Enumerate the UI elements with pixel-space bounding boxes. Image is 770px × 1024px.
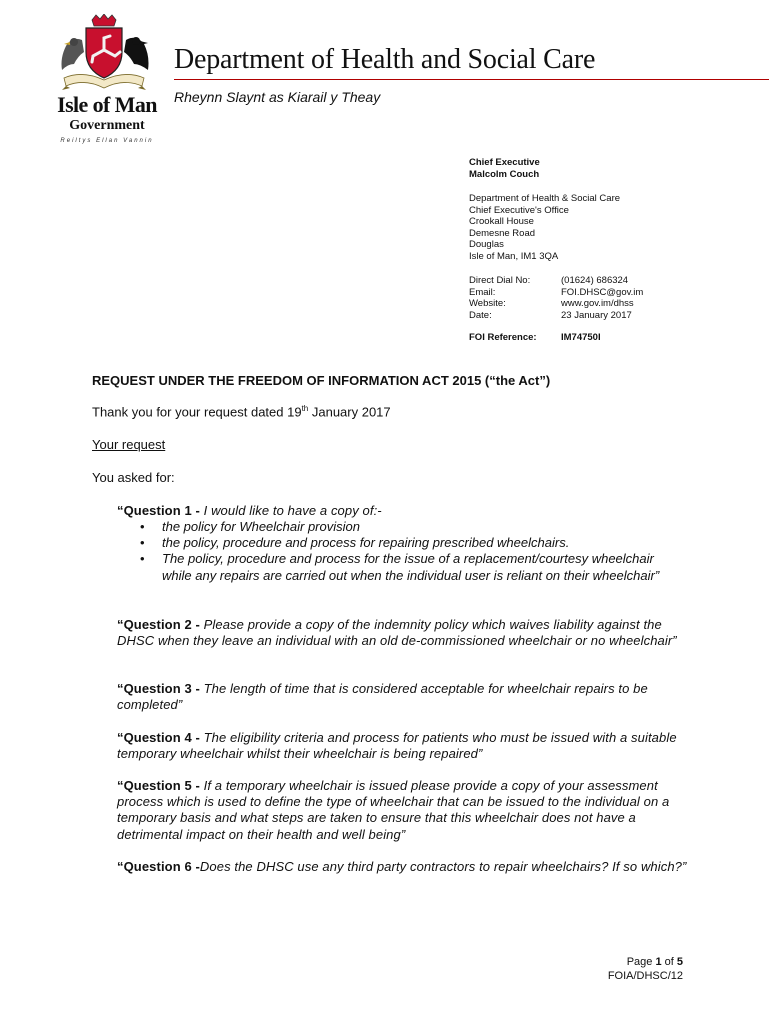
header-rule [174, 79, 769, 80]
department-manx-name: Rheynn Slaynt as Kiarail y Theay [174, 89, 381, 105]
list-item: • the policy, procedure and process for repairing prescribed wheelchairs. [140, 535, 570, 551]
question-3 [117, 681, 692, 713]
question-5-label: “Question 5 - [117, 778, 204, 793]
question-4-text: The eligibility criteria and process for patients who must be issued with a suitable temporary wheelchair whilst their wheelchair is being repaired” [117, 730, 677, 762]
sender-name: Malcolm Couch [469, 168, 540, 180]
contact-label: Email: [469, 286, 496, 298]
contact-label: Date: [469, 309, 492, 321]
department-title: Department of Health and Social Care [174, 44, 596, 75]
question-3-text: The length of time that is considered acceptable for wheelchair repairs to be completed” [117, 681, 648, 713]
form-reference: FOIA/DHSC/12 [607, 970, 683, 982]
list-item: • The policy, procedure and process for the issue of a replacement/courtesy wheelchair while any repairs are carried out when the individual user is reliant on their wheelchair” [140, 551, 660, 583]
sender-role: Chief Executive [469, 157, 540, 168]
address-line: Crookall House [469, 216, 534, 228]
letter-heading: REQUEST UNDER THE FREEDOM OF INFORMATION ACT 2015 (“the Act”) [92, 373, 551, 388]
question-5-text: If a temporary wheelchair is issued please provide a copy of your assessment process which is used to define the type of wheelchair that can be issued to the individual on a temporary basis and what steps are taken to ensure that this wheelchair does not have a detrimental impact on their health and well being” [117, 778, 670, 842]
sender-address [469, 193, 620, 263]
address-line: Douglas [469, 239, 504, 251]
foi-reference-value: IM74750I [561, 332, 601, 343]
thanks-paragraph [92, 404, 391, 419]
question-2 [117, 617, 692, 649]
your-request-subheading: Your request [92, 437, 166, 452]
question-6-label: “Question 6 - [117, 859, 200, 874]
foi-reference-label: FOI Reference: [469, 332, 537, 343]
address-line: Department of Health & Social Care [469, 193, 621, 204]
bullet-icon: • [140, 519, 145, 534]
address-line: Demesne Road [469, 227, 536, 239]
question-1-text: I would like to have a copy of:- [203, 503, 382, 518]
address-line: Chief Executive's Office [469, 204, 569, 216]
question-4-label: “Question 4 - [117, 730, 204, 745]
bullet-icon: • [140, 551, 145, 567]
page-number: Page 1 of 5 [626, 956, 683, 968]
date-value: 23 January 2017 [561, 309, 632, 321]
thanks-suffix: January 2017 [308, 404, 391, 420]
question-5 [117, 778, 692, 843]
total-pages: 5 [676, 956, 683, 968]
current-page: 1 [655, 956, 662, 968]
question-6 [117, 859, 692, 875]
list-item: • the policy for Wheelchair provision [140, 519, 360, 534]
question-2-label: “Question 2 - [117, 617, 204, 632]
bullet-icon: • [140, 535, 145, 551]
question-3-label: “Question 3 - [117, 681, 204, 696]
isle-of-man-crest-logo [52, 14, 156, 96]
question-1-label: “Question 1 - [117, 503, 204, 518]
phone-value: (01624) 686324 [561, 275, 629, 286]
asked-intro: You asked for: [92, 470, 175, 485]
address-line: Isle of Man, IM1 3QA [469, 250, 559, 262]
sender-block [469, 157, 540, 180]
question-4 [117, 730, 692, 762]
government-subtitle: Government [69, 118, 145, 133]
email-value: FOI.DHSC@gov.im [561, 286, 644, 298]
contact-label: Direct Dial No: [469, 275, 531, 286]
thanks-prefix: Thank you for your request dated 19 [92, 404, 302, 420]
thanks-superscript: th [301, 404, 309, 413]
government-manx-name: Reiltys Ellan Vannin [60, 138, 154, 144]
website-value: www.gov.im/dhss [561, 298, 634, 310]
contact-labels [469, 275, 530, 321]
question-1 [117, 503, 692, 519]
government-name: Isle of Man [57, 92, 157, 117]
contact-label: Website: [469, 298, 506, 310]
question-1-list [140, 519, 685, 584]
question-2-text: Please provide a copy of the indemnity policy which waives liability against the DHSC when they leave an individual with an old de-commissioned wheelchair or no wheelchair” [117, 617, 677, 649]
contact-values [561, 275, 643, 321]
question-6-text: Does the DHSC use any third party contractors to repair wheelchairs? If so which?” [199, 859, 687, 874]
